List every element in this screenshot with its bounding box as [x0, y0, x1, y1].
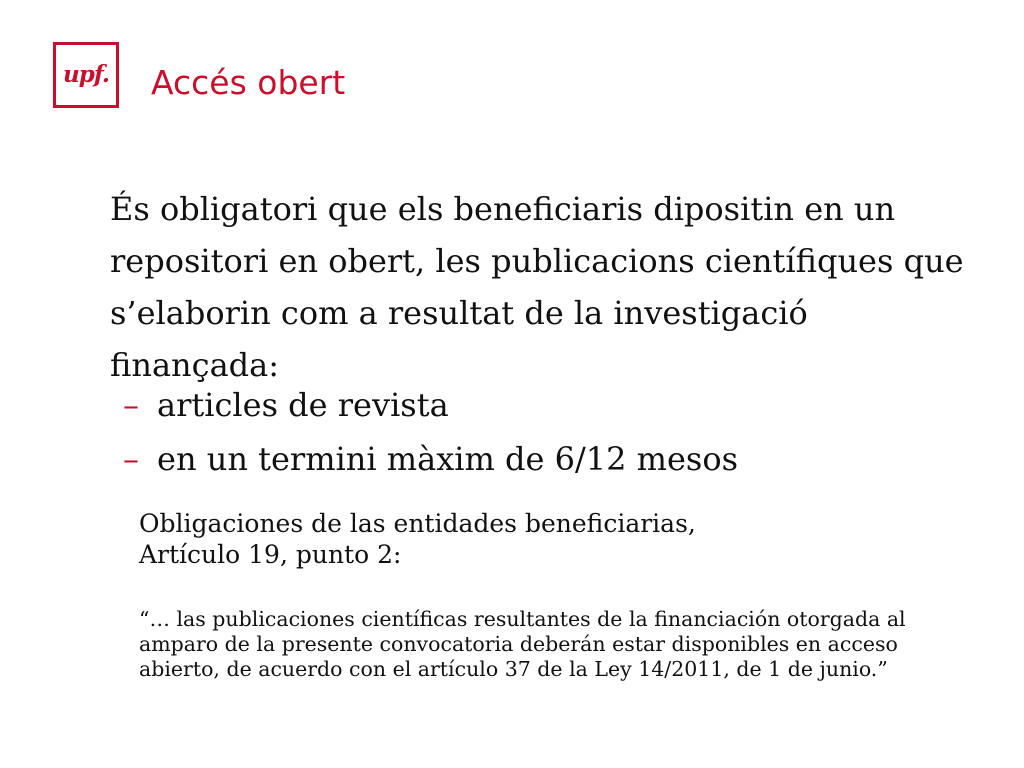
- quote-block: [139, 607, 979, 682]
- quote-line: amparo de la presente convocatoria deberán estar disponibles en acceso: [139, 632, 898, 656]
- sub-heading-line: Artículo 19, punto 2:: [139, 540, 402, 569]
- bullet-text: en un termini màxim de 6/12 mesos: [157, 440, 739, 478]
- bullet-list: [123, 378, 738, 486]
- main-paragraph: És obligatori que els beneficiaris dipositin en un repositori en obert, les publicacions científiques que s’elaborin com a resultat de la investigació finançada:: [110, 190, 964, 384]
- sub-heading: [139, 508, 899, 570]
- bullet-item: [123, 378, 738, 432]
- upf-logo: [53, 42, 119, 108]
- sub-heading-line: Obligaciones de las entidades beneficiarias,: [139, 509, 696, 538]
- bullet-item: [123, 432, 738, 486]
- slide-title: Accés obert: [151, 63, 346, 102]
- upf-logo-text: upf.: [63, 60, 109, 88]
- quote-line: abierto, de acuerdo con el artículo 37 de la Ley 14/2011, de 1 de junio.”: [139, 657, 888, 681]
- dash-bullet-icon: –: [123, 386, 139, 424]
- bullet-text: articles de revista: [157, 386, 449, 424]
- dash-bullet-icon: –: [123, 440, 139, 478]
- quote-line: “… las publicaciones científicas resultantes de la financiación otorgada al: [139, 607, 906, 631]
